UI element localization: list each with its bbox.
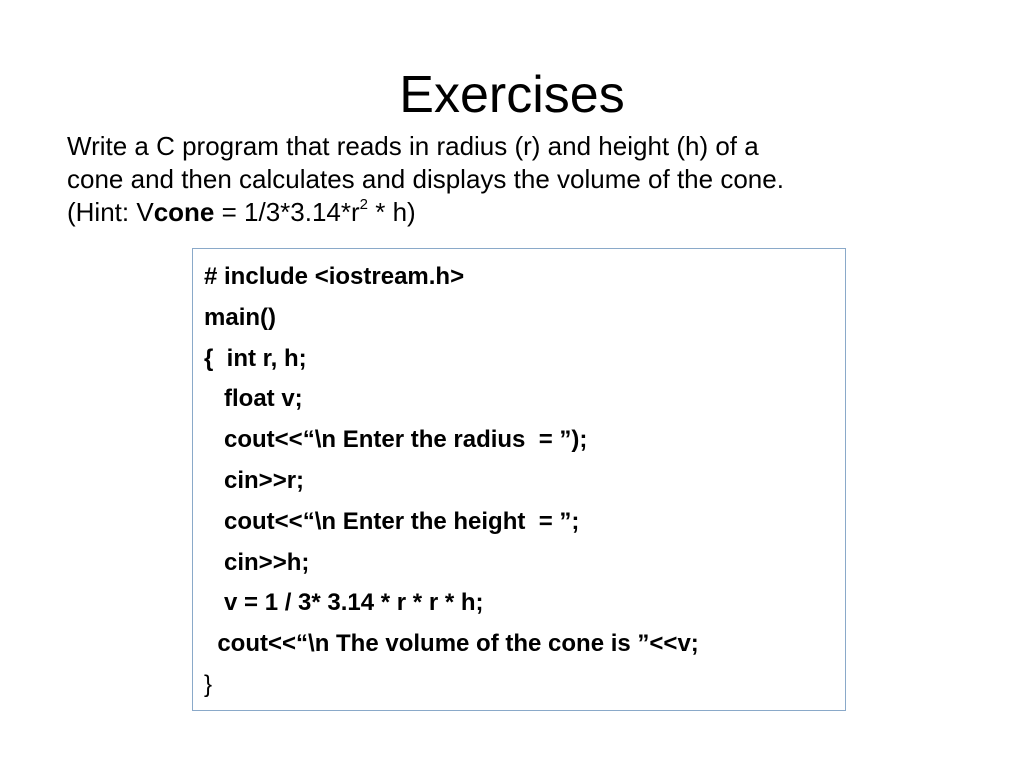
hint-suffix: * h) [368,197,416,227]
code-line: cout<<“\n Enter the height = ”; [204,507,580,535]
hint-subscript-cone: cone [153,197,215,227]
code-line: cout<<“\n The volume of the cone is ”<<v; [204,630,699,658]
code-line: cout<<“\n Enter the radius = ”); [204,426,588,454]
code-line: main() [204,303,276,331]
code-line-closing-brace: } [204,670,213,698]
code-line: cin>>h; [204,548,310,576]
code-line: v = 1 / 3* 3.14 * r * r * h; [204,589,484,617]
prompt-hint [67,196,967,229]
code-listing-box [192,248,846,711]
prompt-line-1: Write a C program that reads in radius (r) and height (h) of a [67,131,759,161]
hint-prefix: (Hint: V [67,197,154,227]
code-line: float v; [204,385,303,413]
code-line: cin>>r; [204,466,305,494]
hint-exponent: 2 [359,196,368,214]
slide-title: Exercises [399,66,625,124]
exercise-prompt [67,130,967,229]
code-line: { int r, h; [204,344,307,372]
code-line: # include <iostream.h> [204,263,465,290]
hint-formula: = 1/3*3.14*r [214,197,360,227]
prompt-line-2: cone and then calculates and displays the volume of the cone. [67,164,784,194]
